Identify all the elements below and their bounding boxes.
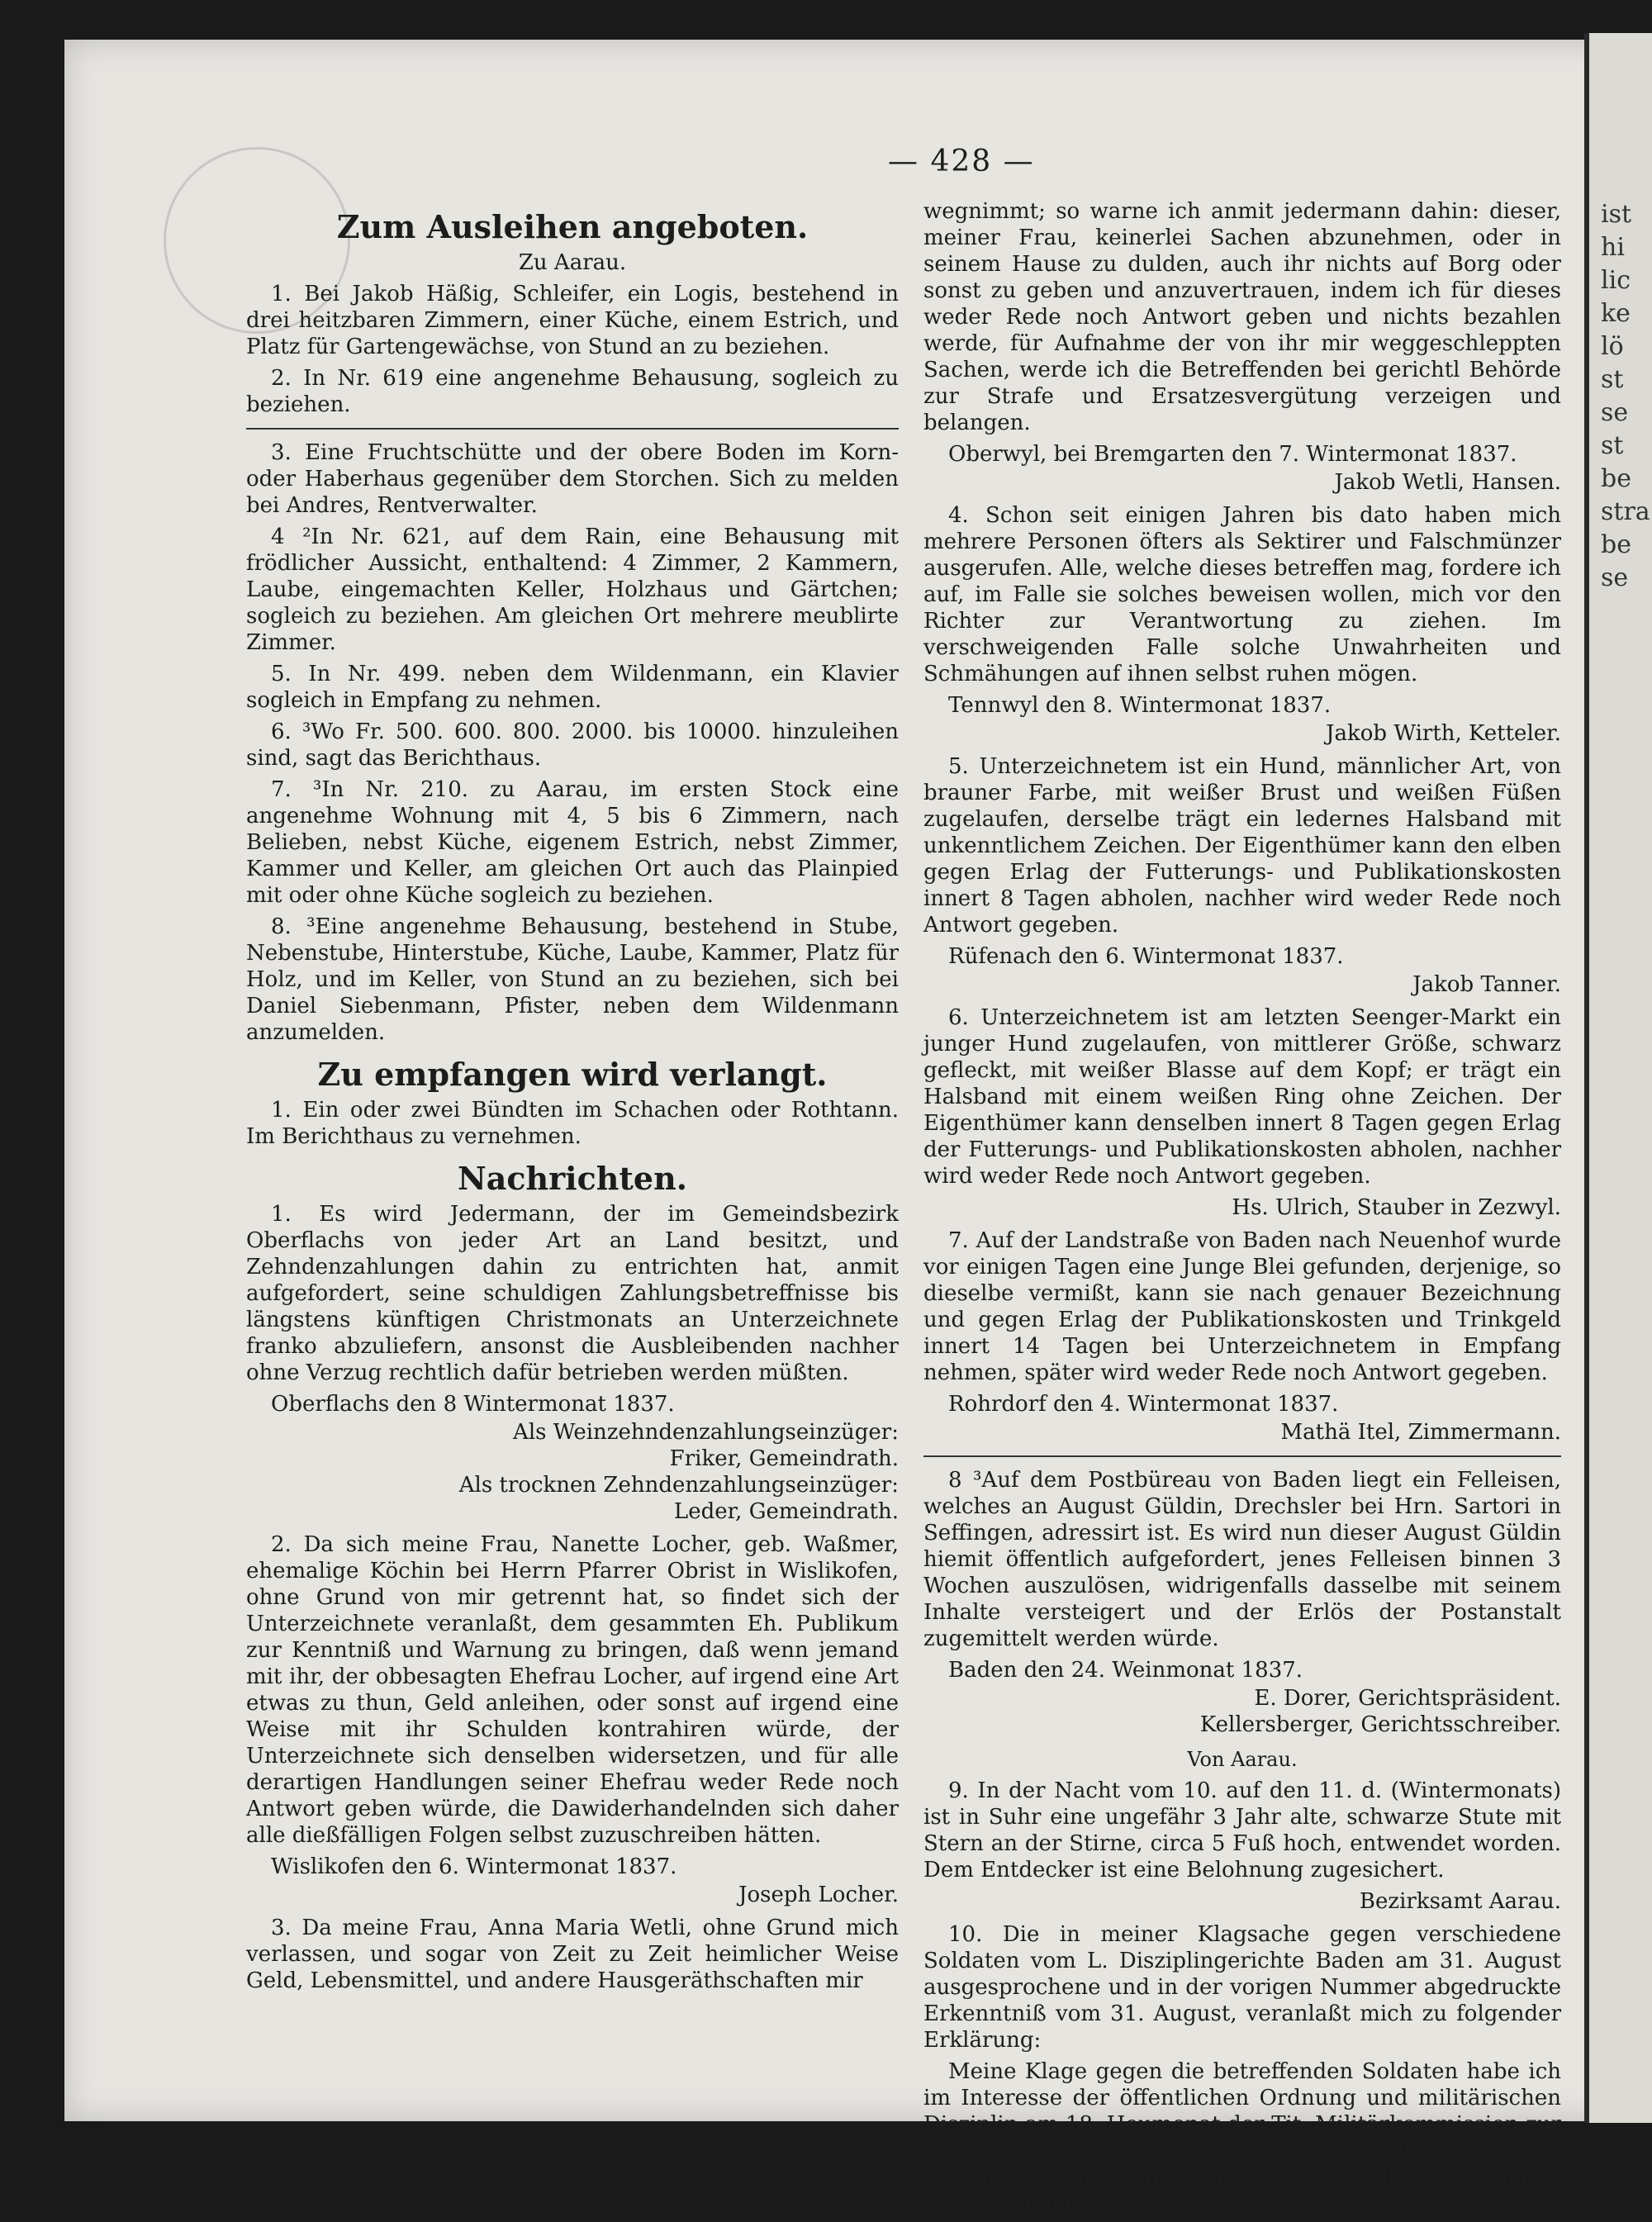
notice-8-signature-2: Kellersberger, Gerichtsschreiber. <box>1199 1712 1561 1737</box>
section-heading-ausleihen: Zum Ausleihen angeboten. <box>336 208 809 245</box>
left-column <box>246 198 899 1999</box>
entry-2: 2. In Nr. 619 eine angenehme Behausung, sogleich zu beziehen. <box>246 366 899 417</box>
entry-8: 8. ³Eine angenehme Behausung, bestehend in Stube, Nebenstube, Hinterstube, Küche, Laube, Kammer, Platz für Holz, und im Keller, von Stund an zu beziehen, sich bei Daniel Siebenmann, Pfister, neben dem Wildenmann anzumelden. <box>246 914 899 1045</box>
notice-9-heading: Von Aarau. <box>1187 1748 1298 1771</box>
notice-5-signature: Jakob Tanner. <box>1412 972 1561 997</box>
adjacent-page-text: ist hi lic ke lö st se st be stra be se <box>1601 200 1650 592</box>
page-number: — 428 — <box>888 145 1035 178</box>
notice-7-signature: Mathä Itel, Zimmermann. <box>1280 1420 1561 1445</box>
notice-1-signature-role-1: Als Weinzehndenzahlungseinzüger: <box>513 1420 899 1445</box>
notice-7-place-date: Rohrdorf den 4. Wintermonat 1837. <box>948 1392 1339 1417</box>
notice-3-continued: wegnimmt; so warne ich anmit jedermann dahin: dieser, meiner Frau, keinerlei Sachen abzunehmen, oder in seinem Hause zu dulden, auch ihr nichts auf Borg oder sonst zu geben und anzuvertrauen, indem ich für dieses weder Rede noch Antwort geben und nichts bezahlen werde, für Aufnahme der von ihr mir weggeschleppten Sachen, werde ich die Betreffenden bei gerichtl Behörde zur Strafe und Ersatzesvergütung verzeigen und belangen. <box>923 199 1561 435</box>
notice-2-signature: Joseph Locher. <box>738 1883 899 1907</box>
notice-1-place-date: Oberflachs den 8 Wintermonat 1837. <box>271 1392 675 1417</box>
notice-2: 2. Da sich meine Frau, Nanette Locher, geb. Waßmer, ehemalige Köchin bei Herrn Pfarrer Obrist in Wislikofen, ohne Grund von mir getrennt hat, so findet sich der Unterzeichnete veranlaßt, dem gesammten Eh. Publikum zur Kenntniß und Warnung zu bringen, daß wenn jemand mit ihr, der obbesagten Ehefrau Locher, auf irgend eine Art etwas zu thun, Geld anleihen, oder sonst auf irgend eine Weise mit ihr Schulden kontrahiren würde, der Unterzeichnete sich denselben widersetzen, und für alle derartigen Handlungen seiner Ehefrau weder Rede noch Antwort geben würde, die Dawiderhandelnden sich daher alle dießfälligen Folgen selbst zuzuschreiben hätten. <box>246 1532 899 1848</box>
notice-3: 3. Da meine Frau, Anna Maria Wetli, ohne Grund mich verlassen, und sogar von Zeit zu Zeit heimlicher Weise Geld, Lebensmittel, und andere Hausgeräthschaften mir <box>246 1916 899 1993</box>
adjacent-page-edge <box>1584 33 1652 2123</box>
notice-10: 10. Die in meiner Klagsache gegen verschiedene Soldaten vom L. Disziplingerichte Baden am 31. August ausgesprochene und in der vorigen Nummer abgedruckte Erkenntniß vom 31. August, veranlaßt mich zu folgender Erklärung: <box>923 1922 1561 2053</box>
notice-9-signature: Bezirksamt Aarau. <box>1359 1889 1561 1914</box>
divider <box>923 1455 1561 1457</box>
notice-2-place-date: Wislikofen den 6. Wintermonat 1837. <box>271 1854 677 1879</box>
notice-8-place-date: Baden den 24. Weinmonat 1837. <box>948 1658 1303 1683</box>
notice-8-signature-1: E. Dorer, Gerichtspräsident. <box>1254 1686 1561 1711</box>
notice-6-signature: Hs. Ulrich, Stauber in Zezwyl. <box>1232 1195 1561 1220</box>
notice-1: 1. Es wird Jedermann, der im Gemeindsbezirk Oberflachs von jeder Art an Land besitzt, und Zehndenzahlungen dahin zu entrichten hat, anmit aufgefordert, seine schuldigen Zahlungsbetreffnisse bis längstens künftigen Christmonats an Unterzeichnete franko abzuliefern, ansonst die Ausbleibenden nachher ohne Verzug rechtlich dafür betrieben werden müßten. <box>246 1202 899 1385</box>
notice-1-signature-role-2: Als trocknen Zehndenzahlungseinzüger: <box>458 1473 899 1498</box>
entry-4: 4 ²In Nr. 621, auf dem Rain, eine Behausung mit frödlicher Aussicht, enthaltend: 4 Zimmer, 2 Kammern, Laube, eingemachten Keller, Holzhaus und Gärtchen; sogleich zu beziehen. Am gleichen Ort mehrere meublirte Zimmer. <box>246 525 899 655</box>
entry-7: 7. ³In Nr. 210. zu Aarau, im ersten Stock eine angenehme Wohnung mit 4, 5 bis 6 Zimmern, nach Belieben, nebst Küche, eigenem Estrich, nebst Zimmer, Kammer und Keller, am gleichen Ort auch das Plainpied mit oder ohne Küche sogleich zu beziehen. <box>246 777 899 908</box>
notice-6: 6. Unterzeichnetem ist am letzten Seenger-Markt ein junger Hund zugelaufen, von mittlerer Größe, schwarz gefleckt, mit weißer Blasse auf dem Kopf; er trägt ein Halsband mit einem weißen Ring ohne Zeichen. Der Eigenthümer kann denselben innert 8 Tagen gegen Erlag der Futterungs- und Publikationskosten abholen, nachher wird weder Rede noch Antwort gegeben. <box>923 1005 1561 1189</box>
notice-5: 5. Unterzeichnetem ist ein Hund, männlicher Art, von brauner Farbe, mit weißer Brust und weißen Füßen zugelaufen, derselbe trägt ein ledernes Halsband mit unkenntlichem Zeichen. Der Eigenthümer kann den elben gegen Erlag der Futterungs- und Publikationskosten innert 8 Tagen abholen, nachher wird weder Rede noch Antwort gegeben. <box>923 754 1561 938</box>
entry-5: 5. In Nr. 499. neben dem Wildenmann, ein Klavier sogleich in Empfang zu nehmen. <box>246 662 899 713</box>
section-heading-nachrichten: Nachrichten. <box>458 1160 687 1197</box>
section-heading-empfangen: Zu empfangen wird verlangt. <box>317 1056 828 1093</box>
notice-3-place-date: Oberwyl, bei Bremgarten den 7. Wintermonat 1837. <box>948 442 1517 467</box>
notice-1-signature-2: Leder, Gemeindrath. <box>673 1499 899 1524</box>
notice-10-continued: Meine Klage gegen die betreffenden Soldaten habe ich im Interesse der öffentlichen Ordnung und militärischen Disziplin am 18. Heumonat der Tit. Militärkommission zur weitern Verfügung eingereicht; sie enthält die lautere Wahrheit. Von dem Gang der diesfalls gepflogenen Untersuchung <box>923 2059 1561 2216</box>
notice-4-signature: Jakob Wirth, Ketteler. <box>1326 721 1561 746</box>
notice-5-place-date: Rüfenach den 6. Wintermonat 1837. <box>948 944 1344 969</box>
notice-8: 8 ³Auf dem Postbüreau von Baden liegt ein Felleisen, welches an August Güldin, Drechsler bei Hrn. Sartori in Seffingen, adressirt ist. Es wird nun dieser August Güldin hiemit öffentlich aufgefordert, jenes Felleisen binnen 3 Wochen auszulösen, widrigenfalls dasselbe mit seinem Inhalte versteigert und der Erlös der Postanstalt zugemittelt werden würde. <box>923 1468 1561 1651</box>
notice-4-place-date: Tennwyl den 8. Wintermonat 1837. <box>948 693 1332 718</box>
entry-empfangen-1: 1. Ein oder zwei Bündten im Schachen oder Rothtann. Im Berichthaus zu vernehmen. <box>246 1098 899 1149</box>
notice-9: 9. In der Nacht vom 10. auf den 11. d. (Wintermonats) ist in Suhr eine ungefähr 3 Jahr alte, schwarze Stute mit Stern an der Stirne, circa 5 Fuß hoch, entwendet worden. Dem Entdecker ist eine Belohnung zugesichert. <box>923 1778 1561 1883</box>
entry-6: 6. ³Wo Fr. 500. 600. 800. 2000. bis 10000. hinzuleihen sind, sagt das Berichthaus. <box>246 719 899 771</box>
notice-4: 4. Schon seit einigen Jahren bis dato haben mich mehrere Personen öfters als Sektirer und Falschmünzer ausgerufen. Alle, welche dieses betreffen mag, fordere ich auf, im Falle sie solches beweisen wollen, mich vor den Richter zur Verantwortung zu ziehen. Im verschweigenden Falle solche Unwahrheiten und Schmähungen auf ihnen selbst ruhen mögen. <box>923 503 1561 686</box>
notice-3-signature: Jakob Wetli, Hansen. <box>1334 470 1561 495</box>
right-column <box>923 198 1561 2222</box>
entry-3: 3. Eine Fruchtschütte und der obere Boden im Korn- oder Haberhaus gegenüber dem Storchen. Sich zu melden bei Andres, Rentverwalter. <box>246 440 899 518</box>
place-heading-aarau: Zu Aarau. <box>518 250 627 275</box>
entry-1: 1. Bei Jakob Häßig, Schleifer, ein Logis, bestehend in drei heitzbaren Zimmern, einer Küche, einem Estrich, und Platz für Gartengewächse, von Stund an zu beziehen. <box>246 282 899 359</box>
divider <box>246 428 899 430</box>
notice-7: 7. Auf der Landstraße von Baden nach Neuenhof wurde vor einigen Tagen eine Junge Blei gefunden, derjenige, so dieselbe vermißt, kann sie nach genauer Bezeichnung und gegen Erlag der Publikationskosten und Trinkgeld innert 14 Tagen bei Unterzeichnetem in Empfang nehmen, später wird weder Rede noch Antwort gegeben. <box>923 1228 1561 1385</box>
notice-1-signature-1: Friker, Gemeindrath. <box>669 1446 899 1471</box>
